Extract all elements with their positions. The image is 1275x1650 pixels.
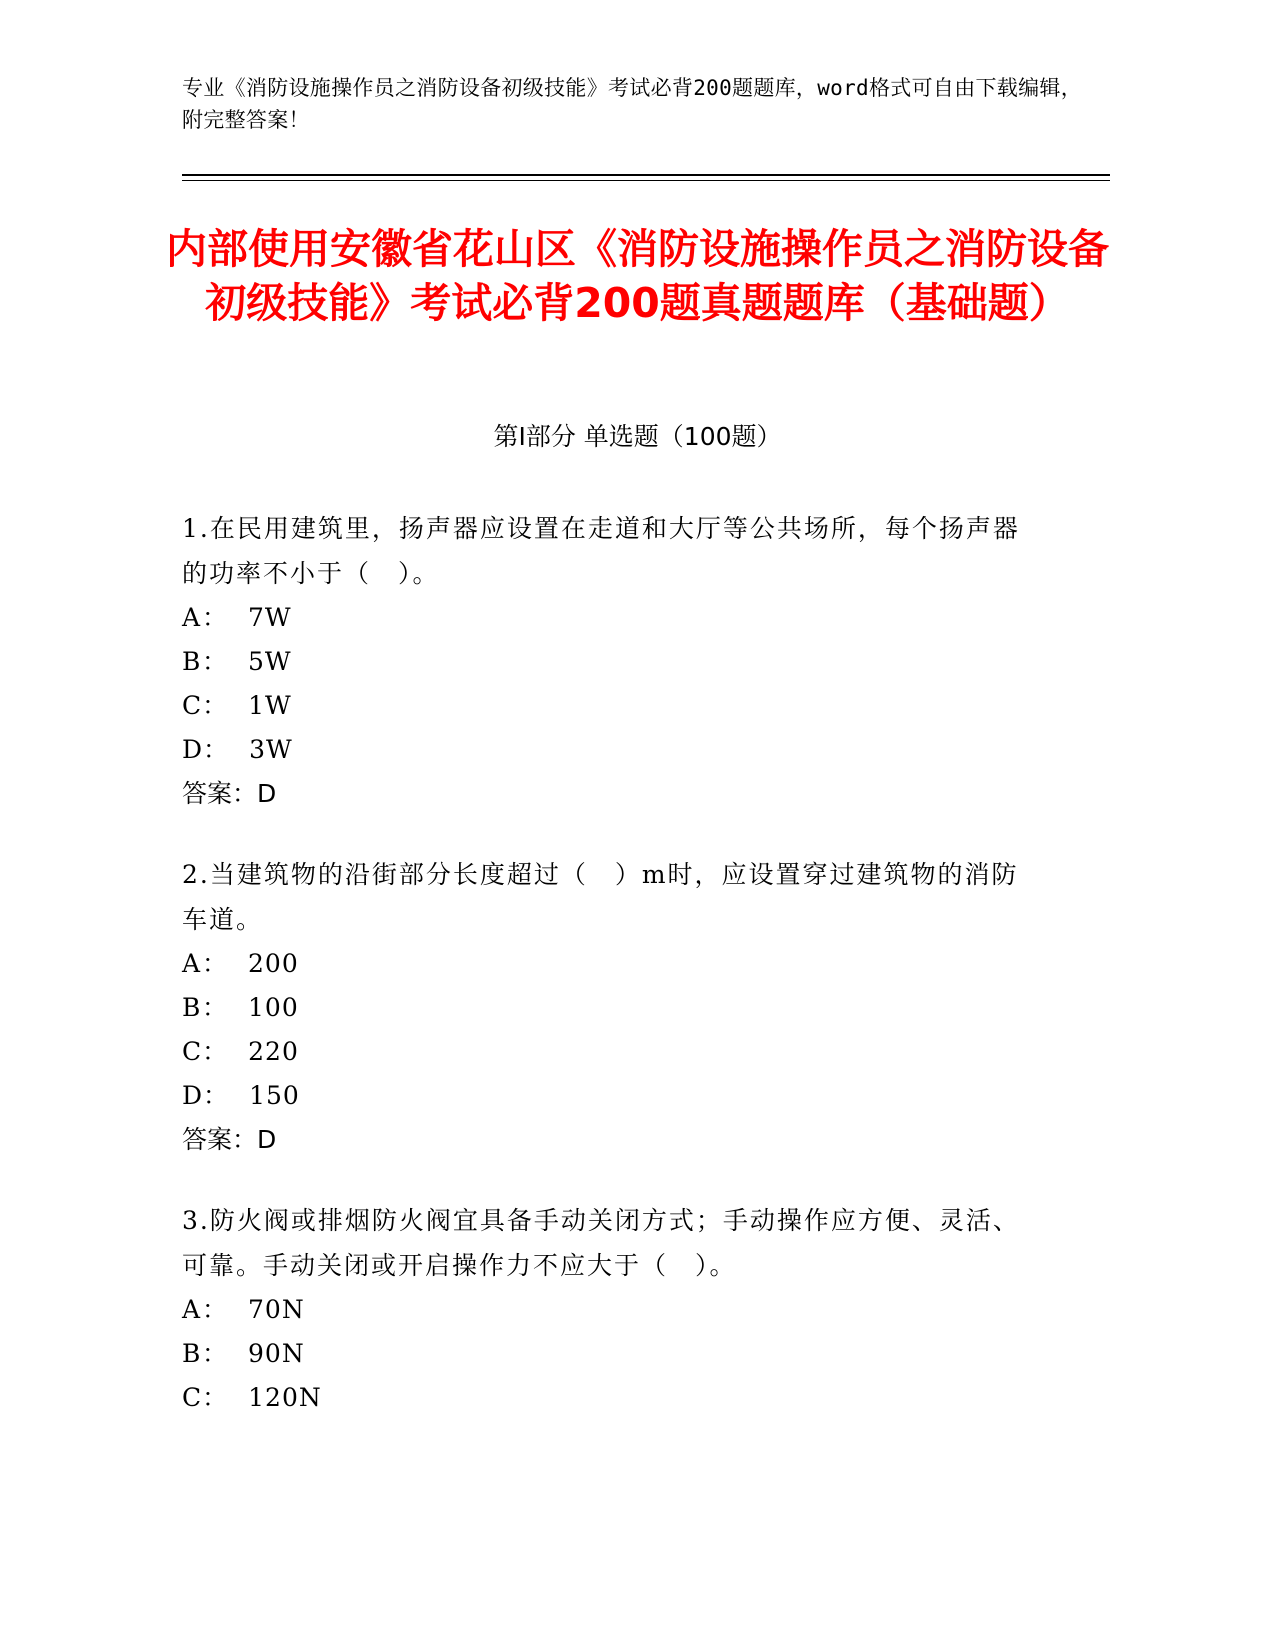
header-rule-thin [182, 180, 1110, 181]
option-value: 90N [248, 1339, 305, 1368]
option-key: C [182, 1383, 203, 1412]
document-title: 内部使用安徽省花山区《消防设施操作员之消防设备初级技能》考试必背200题真题题库（基础题） [166, 225, 1109, 327]
header-rule-thick [182, 174, 1110, 176]
option-key: A [182, 949, 202, 978]
question-text: 1.在民用建筑里，扬声器应设置在走道和大厅等公共场所，每个扬声器的功率不小于（ ）。 [182, 514, 1020, 588]
option-b: B： 100 [182, 986, 1042, 1030]
option-key: B [182, 647, 202, 676]
option-value: 200 [248, 949, 299, 978]
option-c: C： 1W [182, 684, 1042, 728]
question-text: 3.防火阀或排烟防火阀宜具备手动关闭方式；手动操作应方便、灵活、可靠。手动关闭或开启操作力不应大于（ ）。 [182, 1206, 1020, 1280]
option-value: 120N [248, 1383, 322, 1412]
option-a: A： 70N [182, 1288, 1042, 1332]
option-key: B [182, 1339, 202, 1368]
option-a: A： 200 [182, 942, 1042, 986]
option-key: C [182, 691, 203, 720]
option-value: 150 [249, 1081, 300, 1110]
answer-line: 答案：D [182, 779, 277, 808]
option-value: 3W [249, 735, 293, 764]
option-d: D： 3W [182, 728, 1042, 772]
option-key: D [182, 735, 204, 764]
answer-line: 答案：D [182, 1125, 277, 1154]
option-a: A： 7W [182, 596, 1042, 640]
option-value: 100 [248, 993, 299, 1022]
option-b: B： 5W [182, 640, 1042, 684]
option-c: C： 220 [182, 1030, 1042, 1074]
option-value: 220 [248, 1037, 299, 1066]
header-note: 专业《消防设施操作员之消防设备初级技能》考试必背200题题库，word格式可自由下载编辑，附完整答案！ [182, 76, 1082, 132]
option-d: D： 150 [182, 1074, 1042, 1118]
option-key: A [182, 1295, 202, 1324]
option-value: 70N [248, 1295, 305, 1324]
option-key: D [182, 1081, 204, 1110]
question-1 [182, 506, 1042, 816]
question-3 [182, 1198, 1042, 1420]
option-key: C [182, 1037, 203, 1066]
option-c: C： 120N [182, 1376, 1042, 1420]
question-text: 2.当建筑物的沿街部分长度超过（ ）m时，应设置穿过建筑物的消防车道。 [182, 860, 1019, 934]
question-list [182, 506, 1042, 1456]
section-title: 第I部分 单选题（100题） [493, 422, 782, 451]
option-value: 1W [248, 691, 292, 720]
option-value: 7W [248, 603, 292, 632]
option-key: A [182, 603, 202, 632]
question-2 [182, 852, 1042, 1162]
option-value: 5W [248, 647, 292, 676]
option-b: B： 90N [182, 1332, 1042, 1376]
option-key: B [182, 993, 202, 1022]
